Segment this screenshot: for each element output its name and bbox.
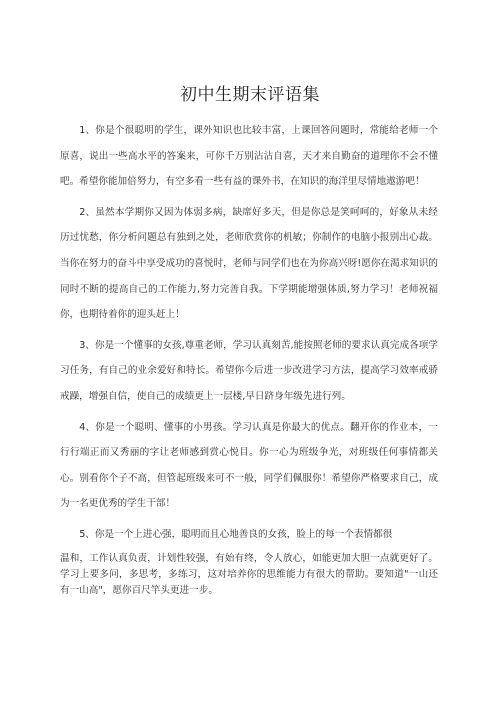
paragraph-1: 1、你是个很聪明的学生，课外知识也比较丰富，上课回答问题时，常能给老师一个原喜，说出一些高水平的答案来，可你千万别沾沾自喜，天才来自勤奋的道理你不会不懂吧。希望你能加倍努力，有空多看一些有益的课外书，在知识的海洋里尽情地遨游吧！	[60, 125, 438, 188]
paragraph-5-rest: 温和，工作认真负责，计划性较强，有始有终，令人放心，如能更加大胆一点就更好了。学习上要多问，多思考，多练习，这对培养你的思维能力有很大的帮助。要知道"一山还有一山高"，愿你百尺竿头更进一步。	[60, 552, 438, 596]
paragraph-3: 3、你是一个懂事的女孩,尊重老师，学习认真刻苦,能按照老师的要求认真完成各项学习任务，有自己的业余爱好和特长。希望你今后进一步改进学习方法，提高学习效率戒骄戒躁，增强自信，使自己的成绩更上一层楼,早日跻身年级先进行列。	[60, 339, 438, 402]
document-body	[60, 118, 438, 604]
paragraph-5-lead: 5、你是一个上进心强，聪明而且心地善良的女孩，脸上的每一个表情都很	[79, 528, 393, 540]
document-title: 初中生期末评语集	[180, 85, 320, 105]
paragraph-4: 4、你是一个聪明、懂事的小男孩。学习认真是你最大的优点。翻开你的作业本，一行行端正而又秀丽的字让老师感到赏心悦目。你一心为班级争光，对班级任何事情都关心。别看你个子不高，但管起班级来可不一般，同学们佩服你！希望你严格要求自己，成为一名更优秀的学生干部！	[60, 421, 438, 510]
paragraph-2: 2、虽然本学期你又因为体弱多病，缺席好多天，但是你总是笑呵呵的，好象从未经历过忧愁，你分析问题总有独到之处，老师欣赏你的机敏；你制作的电脑小报别出心裁。当你在努力的奋斗中享受成功的喜悦时，老师与同学们也在为你高兴呀!愿你在渴求知识的同时不断的提高自己的工作能力,努力完善自我。下学期能增强体质,努力学习！老师祝福你，也期待着你的迎头赶上！	[60, 206, 439, 321]
